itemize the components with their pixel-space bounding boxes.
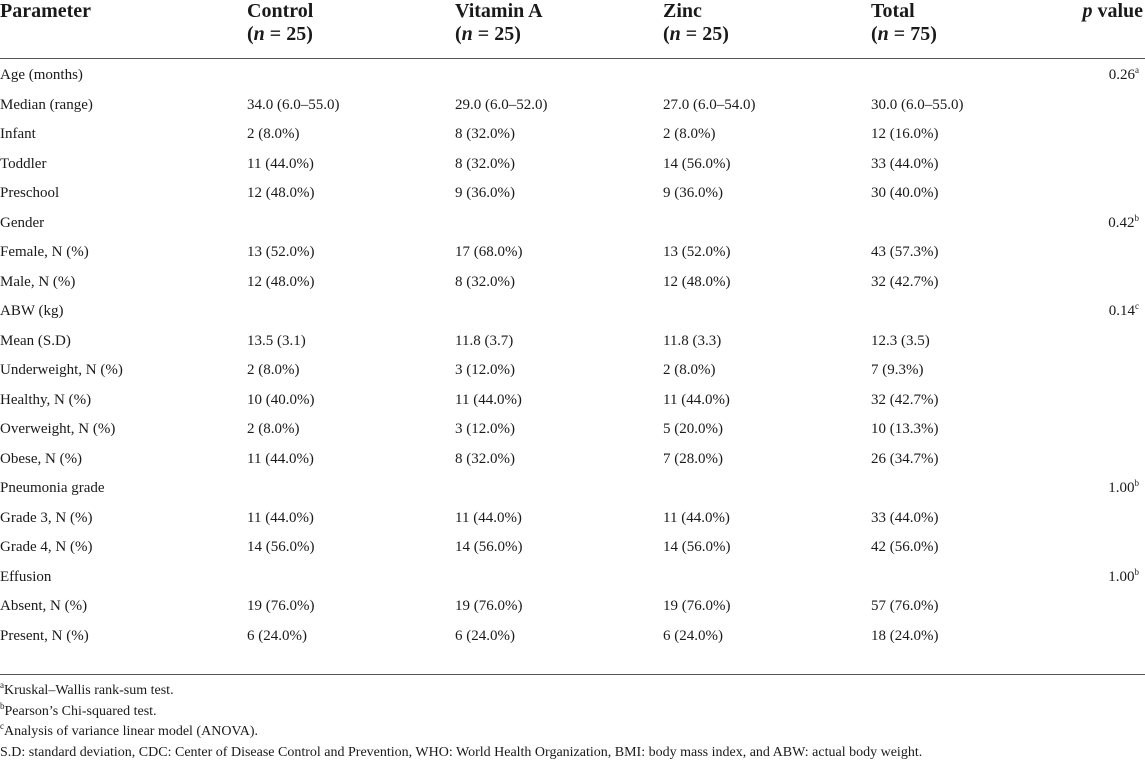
footnote-text: Kruskal–Wallis rank-sum test. [4,683,174,698]
p-value-footnote-marker: b [1134,478,1139,489]
p-value-number: 1.00 [1108,480,1135,497]
p-value-number: 1.00 [1108,568,1135,585]
table-row [0,268,1145,298]
cell-vitamin-a: 29.0 (6.0–52.0) [455,96,548,113]
header-parameter-label: Parameter [0,0,92,22]
cell-zinc: 2 (8.0%) [663,126,716,143]
cell-vitamin-a: 11 (44.0%) [455,509,522,526]
footnote-text: S.D: standard deviation, CDC: Center of Disease Control and Prevention, WHO: World Health Organization, BMI: body mass index, and ABW: actual body weight. [0,744,923,760]
cell-control [247,209,455,239]
cell-zinc [663,563,871,593]
cell-vitamin-a [455,297,663,327]
cell-control [247,474,455,504]
cell-parameter: Male, N (%) [0,273,76,290]
cell-parameter: Obese, N (%) [0,450,83,467]
cell-parameter: Age (months) [0,67,83,84]
cell-total: 43 (57.3%) [871,244,939,261]
cell-control: 6 (24.0%) [247,627,307,644]
cell-zinc: 9 (36.0%) [663,185,723,202]
cell-p-value [1065,268,1145,298]
table-row [0,91,1145,121]
footnote-marker: c [0,721,4,732]
cell-zinc: 11.8 (3.3) [663,332,722,349]
cell-vitamin-a: 8 (32.0%) [455,450,515,467]
cell-p-value [1065,179,1145,209]
header-zinc [663,0,871,59]
cell-total: 42 (56.0%) [871,539,939,556]
cell-p-value [1065,120,1145,150]
p-value-footnote-marker: a [1135,65,1139,76]
cell-vitamin-a: 17 (68.0%) [455,244,523,261]
cell-total: 33 (44.0%) [871,509,939,526]
cell-control: 19 (76.0%) [247,598,315,615]
cell-zinc [663,209,871,239]
header-p-italic: p [1082,0,1093,22]
cell-total: 18 (24.0%) [871,627,939,644]
cell-zinc: 12 (48.0%) [663,273,731,290]
header-control [247,0,455,59]
cell-control: 13 (52.0%) [247,244,315,261]
table-row [0,327,1145,357]
cell-p-value [1065,209,1145,239]
cell-control: 11 (44.0%) [247,155,314,172]
p-value-number: 0.26 [1108,67,1135,84]
table-row [0,59,1145,91]
p-value-footnote-marker: c [1135,301,1139,312]
cell-vitamin-a: 19 (76.0%) [455,598,523,615]
table-row [0,474,1145,504]
cell-zinc: 13 (52.0%) [663,244,731,261]
cell-parameter: Gender [0,214,45,231]
cell-parameter: Absent, N (%) [0,598,88,615]
cell-total: 10 (13.3%) [871,421,939,438]
cell-p-value [1065,91,1145,121]
cell-control: 11 (44.0%) [247,450,314,467]
cell-control: 2 (8.0%) [247,126,300,143]
cell-zinc: 14 (56.0%) [663,155,731,172]
cell-p-value [1065,445,1145,475]
footnote-text: Analysis of variance linear model (ANOVA). [4,724,259,740]
header-zinc-n: (n = 25) [663,23,729,45]
cell-control: 11 (44.0%) [247,509,314,526]
cell-parameter: Infant [0,126,36,143]
header-vitamin-a [455,0,663,59]
cell-total: 12.3 (3.5) [871,332,930,349]
table-row [0,356,1145,386]
cell-zinc: 14 (56.0%) [663,539,731,556]
header-row [0,0,1145,59]
cell-parameter: Overweight, N (%) [0,421,116,438]
cell-zinc: 6 (24.0%) [663,627,723,644]
footnote-text: Pearson’s Chi-squared test. [4,703,157,719]
table-row [0,209,1145,239]
cell-control [247,563,455,593]
table-row [0,297,1145,327]
footnote [0,702,1145,723]
cell-total: 7 (9.3%) [871,362,924,379]
cell-control: 14 (56.0%) [247,539,315,556]
cell-total: 30.0 (6.0–55.0) [871,96,964,113]
cell-control: 34.0 (6.0–55.0) [247,96,340,113]
table-row [0,563,1145,593]
header-p-value-label: value [1097,0,1143,22]
cell-p-value [1065,533,1145,563]
cell-total [871,209,1065,239]
cell-total [871,59,1065,91]
p-value-footnote-marker: b [1134,212,1139,223]
cell-zinc [663,297,871,327]
header-p-value [1065,0,1145,59]
cell-parameter: ABW (kg) [0,303,64,320]
cell-parameter: Median (range) [0,96,93,113]
cell-parameter: Effusion [0,568,52,585]
cell-parameter: Healthy, N (%) [0,391,92,408]
p-value-number: 0.42 [1108,214,1135,231]
cell-total: 26 (34.7%) [871,450,939,467]
header-total-n: (n = 75) [871,23,937,45]
header-vitamin-a-label: Vitamin A [455,0,543,22]
table-row [0,120,1145,150]
cell-total: 12 (16.0%) [871,126,939,143]
p-value-footnote-marker: b [1134,566,1139,577]
cell-vitamin-a: 8 (32.0%) [455,155,515,172]
cell-control: 2 (8.0%) [247,362,300,379]
table-row [0,533,1145,563]
cell-parameter: Mean (S.D) [0,332,71,349]
table-row [0,179,1145,209]
footnote-marker: b [0,700,5,711]
cell-total: 30 (40.0%) [871,185,939,202]
table-row [0,415,1145,445]
cell-p-value [1065,386,1145,416]
cell-control: 10 (40.0%) [247,391,315,408]
cell-p-value [1065,356,1145,386]
cell-zinc: 11 (44.0%) [663,391,730,408]
table-footnotes [0,681,1145,763]
table-header [0,0,1145,59]
header-control-n: (n = 25) [247,23,313,45]
cell-p-value [1065,504,1145,534]
cell-p-value [1065,415,1145,445]
cell-parameter: Underweight, N (%) [0,362,123,379]
table-row [0,504,1145,534]
cell-vitamin-a [455,209,663,239]
p-value-number: 0.14 [1108,303,1135,320]
cell-control: 2 (8.0%) [247,421,300,438]
cell-p-value [1065,474,1145,504]
cell-vitamin-a: 3 (12.0%) [455,362,515,379]
cell-parameter: Toddler [0,155,47,172]
cell-vitamin-a: 3 (12.0%) [455,421,515,438]
cell-control [247,297,455,327]
table-row [0,445,1145,475]
table-row [0,386,1145,416]
table-row [0,592,1145,622]
footnote-marker: a [0,680,4,690]
cell-p-value [1065,297,1145,327]
cell-vitamin-a: 8 (32.0%) [455,273,515,290]
cell-zinc: 7 (28.0%) [663,450,723,467]
cell-zinc: 11 (44.0%) [663,509,730,526]
cell-parameter: Pneumonia grade [0,480,105,497]
table-row [0,238,1145,268]
cell-vitamin-a: 11.8 (3.7) [455,332,514,349]
footnote [0,743,1145,764]
cell-zinc: 19 (76.0%) [663,598,731,615]
header-zinc-label: Zinc [663,0,702,22]
cell-parameter: Preschool [0,185,60,202]
footnote [0,722,1145,743]
cell-vitamin-a: 11 (44.0%) [455,391,522,408]
cell-total: 32 (42.7%) [871,273,939,290]
cell-total: 57 (76.0%) [871,598,939,615]
cell-vitamin-a: 8 (32.0%) [455,126,515,143]
cell-p-value [1065,150,1145,180]
cell-parameter: Grade 3, N (%) [0,509,93,526]
cell-p-value [1065,592,1145,622]
cell-parameter: Present, N (%) [0,627,89,644]
table-body [0,59,1145,652]
header-total-label: Total [871,0,915,22]
cell-total: 32 (42.7%) [871,391,939,408]
cell-total [871,563,1065,593]
cell-vitamin-a [455,59,663,91]
header-total [871,0,1065,59]
cell-vitamin-a: 6 (24.0%) [455,627,515,644]
cell-p-value [1065,327,1145,357]
cell-control: 12 (48.0%) [247,185,315,202]
cell-parameter: Grade 4, N (%) [0,539,93,556]
cell-p-value [1065,238,1145,268]
cell-zinc: 5 (20.0%) [663,421,723,438]
header-vitamin-a-n: (n = 25) [455,23,521,45]
table-bottom-rule [0,674,1145,675]
cell-zinc: 2 (8.0%) [663,362,716,379]
footnote [0,681,1145,702]
header-control-label: Control [247,0,314,22]
cell-p-value [1065,563,1145,593]
cell-vitamin-a: 9 (36.0%) [455,185,515,202]
cell-control: 13.5 (3.1) [247,332,306,349]
cell-parameter: Female, N (%) [0,244,89,261]
cell-total [871,474,1065,504]
header-parameter [0,0,247,59]
cell-p-value [1065,622,1145,652]
table-row [0,622,1145,652]
cell-vitamin-a [455,474,663,504]
cell-zinc [663,59,871,91]
cell-p-value [1065,59,1145,91]
cell-zinc: 27.0 (6.0–54.0) [663,96,756,113]
table-row [0,150,1145,180]
cell-zinc [663,474,871,504]
cell-control: 12 (48.0%) [247,273,315,290]
cell-vitamin-a: 14 (56.0%) [455,539,523,556]
cell-control [247,59,455,91]
cell-total [871,297,1065,327]
cell-total: 33 (44.0%) [871,155,939,172]
cell-vitamin-a [455,563,663,593]
